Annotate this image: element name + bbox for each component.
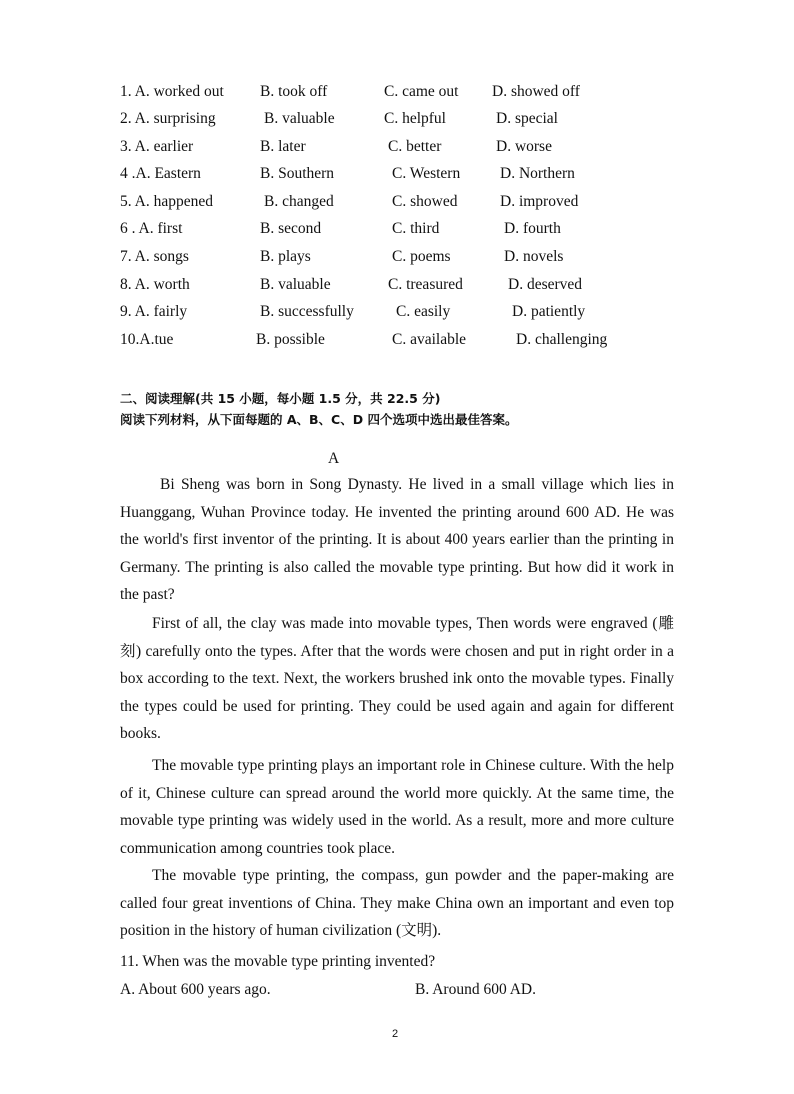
option-c: C. easily bbox=[396, 303, 451, 320]
option-b: B. took off bbox=[260, 83, 328, 100]
option-c: C. third bbox=[392, 220, 440, 237]
option-b: B. possible bbox=[256, 331, 325, 348]
section-heading: 二、阅读理解(共 15 小题，每小题 1.5 分，共 22.5 分) bbox=[120, 391, 441, 406]
option-b: B. valuable bbox=[264, 110, 335, 127]
option-c: C. helpful bbox=[384, 110, 446, 127]
option-c: C. showed bbox=[392, 193, 458, 210]
option-b: B. later bbox=[260, 138, 306, 155]
option-a: 8. A. worth bbox=[120, 276, 190, 293]
option-c: C. available bbox=[392, 331, 467, 348]
passage-paragraph: First of all, the clay was made into movable types, Then words were engraved (雕刻) carefully onto the types. After that the words were chosen and put in right order in a box according to the text. Next, the workers brushed ink onto the movable types. Finally the types could be used for printing. They could be used again and again for different books. bbox=[120, 615, 674, 743]
option-a: 1. A. worked out bbox=[120, 83, 224, 100]
option-d: D. fourth bbox=[504, 220, 561, 237]
option-c: C. treasured bbox=[388, 276, 463, 293]
option-c: C. came out bbox=[384, 83, 459, 100]
option-d: D. worse bbox=[496, 138, 552, 155]
option-a: 4 .A. Eastern bbox=[120, 165, 201, 182]
passage-paragraph: The movable type printing plays an important role in Chinese culture. With the help of it, Chinese culture can spread around the world more quickly. At the same time, the movable type printing was widely used in the world. As a result, more and more culture communication among countries took place. bbox=[120, 757, 674, 857]
option-d: D. patiently bbox=[512, 303, 586, 320]
question-option-a: A. About 600 years ago. bbox=[120, 981, 271, 998]
option-b: B. valuable bbox=[260, 276, 331, 293]
option-a: 9. A. fairly bbox=[120, 303, 188, 320]
option-d: D. Northern bbox=[500, 165, 575, 182]
option-b: B. second bbox=[260, 220, 322, 237]
option-a: 10.A.tue bbox=[120, 331, 174, 348]
option-c: C. better bbox=[388, 138, 442, 155]
question-option-b: B. Around 600 AD. bbox=[415, 981, 536, 998]
option-b: B. changed bbox=[264, 193, 334, 210]
passage-title: A bbox=[328, 450, 340, 467]
option-b: B. Southern bbox=[260, 165, 335, 182]
page-number: 2 bbox=[392, 1028, 399, 1040]
option-a: 3. A. earlier bbox=[120, 138, 194, 155]
option-b: B. plays bbox=[260, 248, 311, 265]
option-c: C. poems bbox=[392, 248, 451, 265]
option-a: 5. A. happened bbox=[120, 193, 213, 210]
section-instruction: 阅读下列材料，从下面每题的 A、B、C、D 四个选项中选出最佳答案。 bbox=[120, 412, 518, 427]
option-a: 7. A. songs bbox=[120, 248, 189, 265]
passage-paragraph: Bi Sheng was born in Song Dynasty. He lived in a small village which lies in Huanggang, Wuhan Province today. He invented the printing around 600 AD. He was the world's first inventor of the printing. It is about 400 years earlier than the printing in Germany. The printing is also called the movable type printing. But how did it work in the past? bbox=[120, 476, 674, 604]
option-b: B. successfully bbox=[260, 303, 354, 320]
option-d: D. novels bbox=[504, 248, 564, 265]
option-d: D. showed off bbox=[492, 83, 580, 100]
option-a: 6 . A. first bbox=[120, 220, 183, 237]
option-d: D. improved bbox=[500, 193, 579, 210]
option-d: D. deserved bbox=[508, 276, 583, 293]
option-d: D. special bbox=[496, 110, 558, 127]
option-c: C. Western bbox=[392, 165, 461, 182]
option-d: D. challenging bbox=[516, 331, 608, 348]
passage-paragraph: The movable type printing, the compass, gun powder and the paper-making are called four great inventions of China. They make China own an important and even top position in the history of human civilization (文明). bbox=[120, 867, 674, 940]
question-stem: 11. When was the movable type printing invented? bbox=[120, 953, 436, 970]
option-a: 2. A. surprising bbox=[120, 110, 216, 127]
